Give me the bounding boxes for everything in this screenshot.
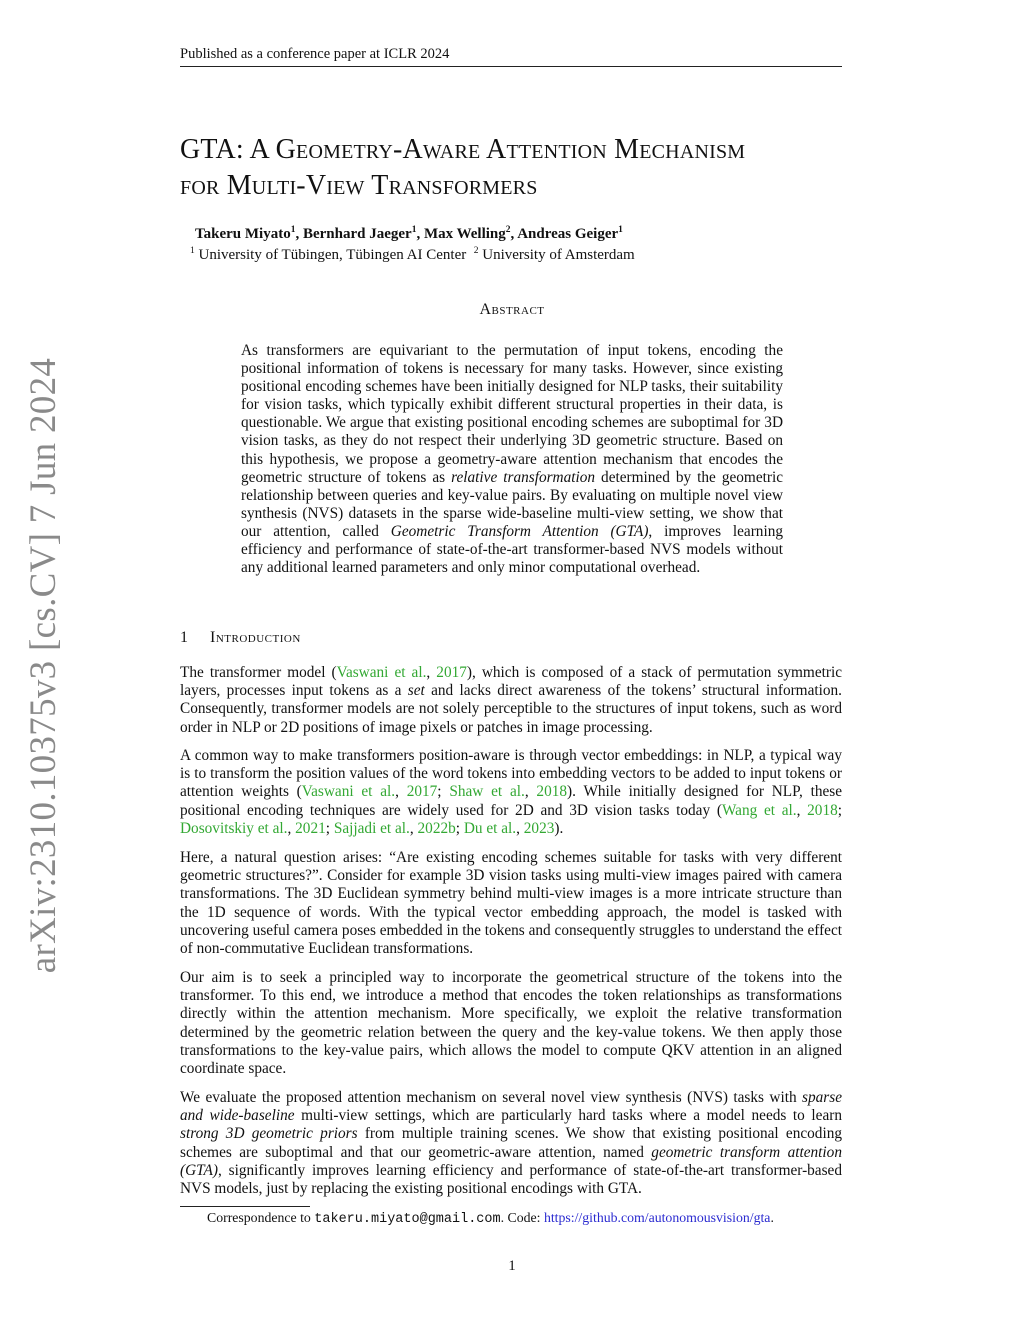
paragraph-text: ), which is composed of a stack of permutation symmetric layers, processes input tokens as a [180,664,842,700]
citation-year-link[interactable]: 2022b [417,819,456,837]
affiliation-number: 1 [190,246,195,256]
paragraph-text: and lacks direct awareness of the tokens’ structural information. Consequently, transformer models are not solely perceptible to the structures of input tokens, such as word order in NLP or 2D positions of image pixels or patches in image processing. [180,682,842,736]
title-line-1: GTA: A Geometry-Aware Attention Mechanism [180,134,746,165]
paragraph-text: from multiple training scenes. We show that existing positional encoding schemes are suboptimal and that our geometric-aware attention, named [180,1125,842,1161]
author-name: Bernhard Jaeger [302,226,412,242]
author-name: Max Welling [423,226,506,242]
affiliation-number: 2 [473,246,479,256]
footnote-text: . Code: [500,1210,544,1225]
abstract-text: As transformers are equivariant to the permutation of input tokens, encoding the positional information of tokens is necessary for many tasks. However, since existing positional encoding schemes have been initially designed for NLP tasks, their suitability for vision tasks, which typically exhibit different structural properties in their data, is questionable. We argue that existing positional encoding schemes are suboptimal for 3D vision tasks, as they do not respect their underlying 3D geometric structure. Based on this hypothesis, we propose a geometry-aware attention mechanism that encodes the geometric structure of tokens as [241,342,783,486]
author-affiliation-mark: 1 [411,225,417,235]
code-url-link[interactable]: https://github.com/autonomousvision/gta [543,1210,771,1225]
footnote-text: . [770,1210,774,1225]
paper-title [180,132,880,204]
author-affiliation-mark: 2 [505,225,511,235]
citation-link[interactable]: Vaswani et al. [301,783,396,801]
paragraph-text: ). [554,819,564,837]
citation-link[interactable]: Shaw et al. [449,783,525,801]
paragraph-emphasis: set [407,682,425,700]
intro-paragraph-3: Here, a natural question arises: “Are existing encoding schemes suitable for tasks with very different geometric structures?”. Consider for example 3D vision tasks using multi-view images paired with camera transformations. The 3D Euclidean symmetry behind multi-view images is a more intricate structure than the 1D sequence of words. With the typical vector embedding approach, the model is tasked with uncovering useful camera poses embedded in the tokens and consequently struggles to understand the effect of non-commutative Euclidean transformations. [180,849,842,958]
citation-link[interactable]: Wang et al. [721,801,797,819]
paragraph-text: multi-view settings, which are particularly hard tasks where a model needs to learn [294,1107,843,1125]
section-number: 1 [180,629,189,646]
author-affiliation-mark: 1 [290,225,296,235]
paragraph-emphasis: strong 3D geometric priors [180,1125,358,1143]
paragraph-text: We evaluate the proposed attention mechanism on several novel view synthesis (NVS) tasks with [180,1089,803,1106]
intro-paragraph-1 [180,664,842,737]
running-header: Published as a conference paper at ICLR 2024 [180,46,450,62]
paragraph-text: A common way to make transformers position-aware is through vector embeddings: in NLP, a typical way is to transform the position values of the word tokens into embedding vectors to be added to input tokens or attention weights ( [180,747,842,801]
paragraph-emphasis: geometric transform attention (GTA) [180,1143,842,1179]
page-number: 1 [508,1258,516,1274]
abstract-emphasis: relative transformation [451,468,596,486]
affiliation-name: University of Amsterdam [482,247,635,263]
affiliation-name: University of Tübingen, Tübingen AI Center [198,247,467,263]
citation-year-link[interactable]: 2018 [807,801,838,819]
citation-year-link[interactable]: 2017 [406,783,438,801]
abstract-heading: Abstract [479,301,545,318]
paragraph-text: , significantly improves learning efficiency and performance of state-of-the-art transformer-based NVS models, just by replacing the existing positional encodings with GTA. [180,1161,842,1198]
citation-year-link[interactable]: 2021 [295,819,326,837]
footnote-text: Correspondence to [207,1210,315,1225]
intro-paragraph-4: Our aim is to seek a principled way to incorporate the geometrical structure of the tokens into the transformer. To this end, we introduce a method that encodes the token relationships as transformations directly within the attention mechanism. More specifically, we exploit the relative transformation determined by the geometric relation between the query and the key-value tokens. We then apply those transformations to the key-value pairs, which allows the model to compute QKV attention in an aligned coordinate space. [180,969,842,1078]
header-rule [180,66,842,67]
author-name: Andreas Geiger [517,226,619,242]
abstract-text: , improves learning efficiency and performance of state-of-the-art transformer-based NVS models without any additional learned parameters and only minor computational overhead. [241,522,783,577]
citation-link[interactable]: Dosovitskiy et al. [180,819,288,837]
citation-year-link[interactable]: 2017 [436,664,467,681]
abstract-text: determined by the geometric relationship between queries and key-value pairs. By evaluating on multiple novel view synthesis (NVS) datasets in the sparse wide-baseline multi-view setting, we show that our attention, called [241,468,783,540]
citation-link[interactable]: Vaswani et al. [336,664,427,681]
citation-link[interactable]: Du et al. [463,819,517,837]
author-affiliation-mark: 1 [618,225,623,235]
arxiv-sidebar [4,357,84,973]
citation-year-link[interactable]: 2018 [536,783,568,801]
intro-paragraph-2: A common way to make transformers position-aware is through vector embeddings: in NLP, a typical way is to transform the position values of the word tokens into embedding vectors to be added to input tokens or attention weights (Vaswani et al., 2017; Shaw et al., 2018). While initially designed for NLP, these positional encoding techniques are widely used for 2D and 3D vision tasks today (Wang et al., 2018; Dosovitskiy et al., 2021; Sajjadi et al., 2022b; Du et al., 2023). [180,747,842,837]
citation-link[interactable]: Sajjadi et al. [333,819,410,837]
section-heading [180,629,780,647]
paragraph-text: , [426,664,437,681]
affiliations [190,247,840,264]
citation-year-link[interactable]: 2023 [523,819,555,837]
paragraph-emphasis: sparse and wide-baseline [180,1089,842,1125]
paragraph-text: ). While initially designed for NLP, these positional encoding techniques are widely used for 2D and 3D vision tasks today ( [180,783,842,819]
arxiv-identifier[interactable]: arXiv:2310.10375v3 [cs.CV] 7 Jun 2024 [23,357,65,973]
intro-paragraph-5 [180,1089,842,1198]
abstract-body [241,342,783,577]
footnote-rule [180,1206,310,1207]
author-list: Takeru Miyato$^1$, Bernhard Jaeger$^1$, Max Welling$^2$, Andreas Geiger$^1$ [195,225,623,242]
title-line-2: for Multi-View Transformers [180,170,538,201]
paragraph-text: The transformer model ( [180,664,337,681]
footnote [207,1210,847,1227]
author-name: Takeru Miyato [195,226,291,242]
abstract-emphasis: Geometric Transform Attention (GTA) [390,522,649,540]
email-address[interactable]: takeru.miyato@gmail.com [314,1212,501,1227]
section-title: Introduction [210,629,301,646]
